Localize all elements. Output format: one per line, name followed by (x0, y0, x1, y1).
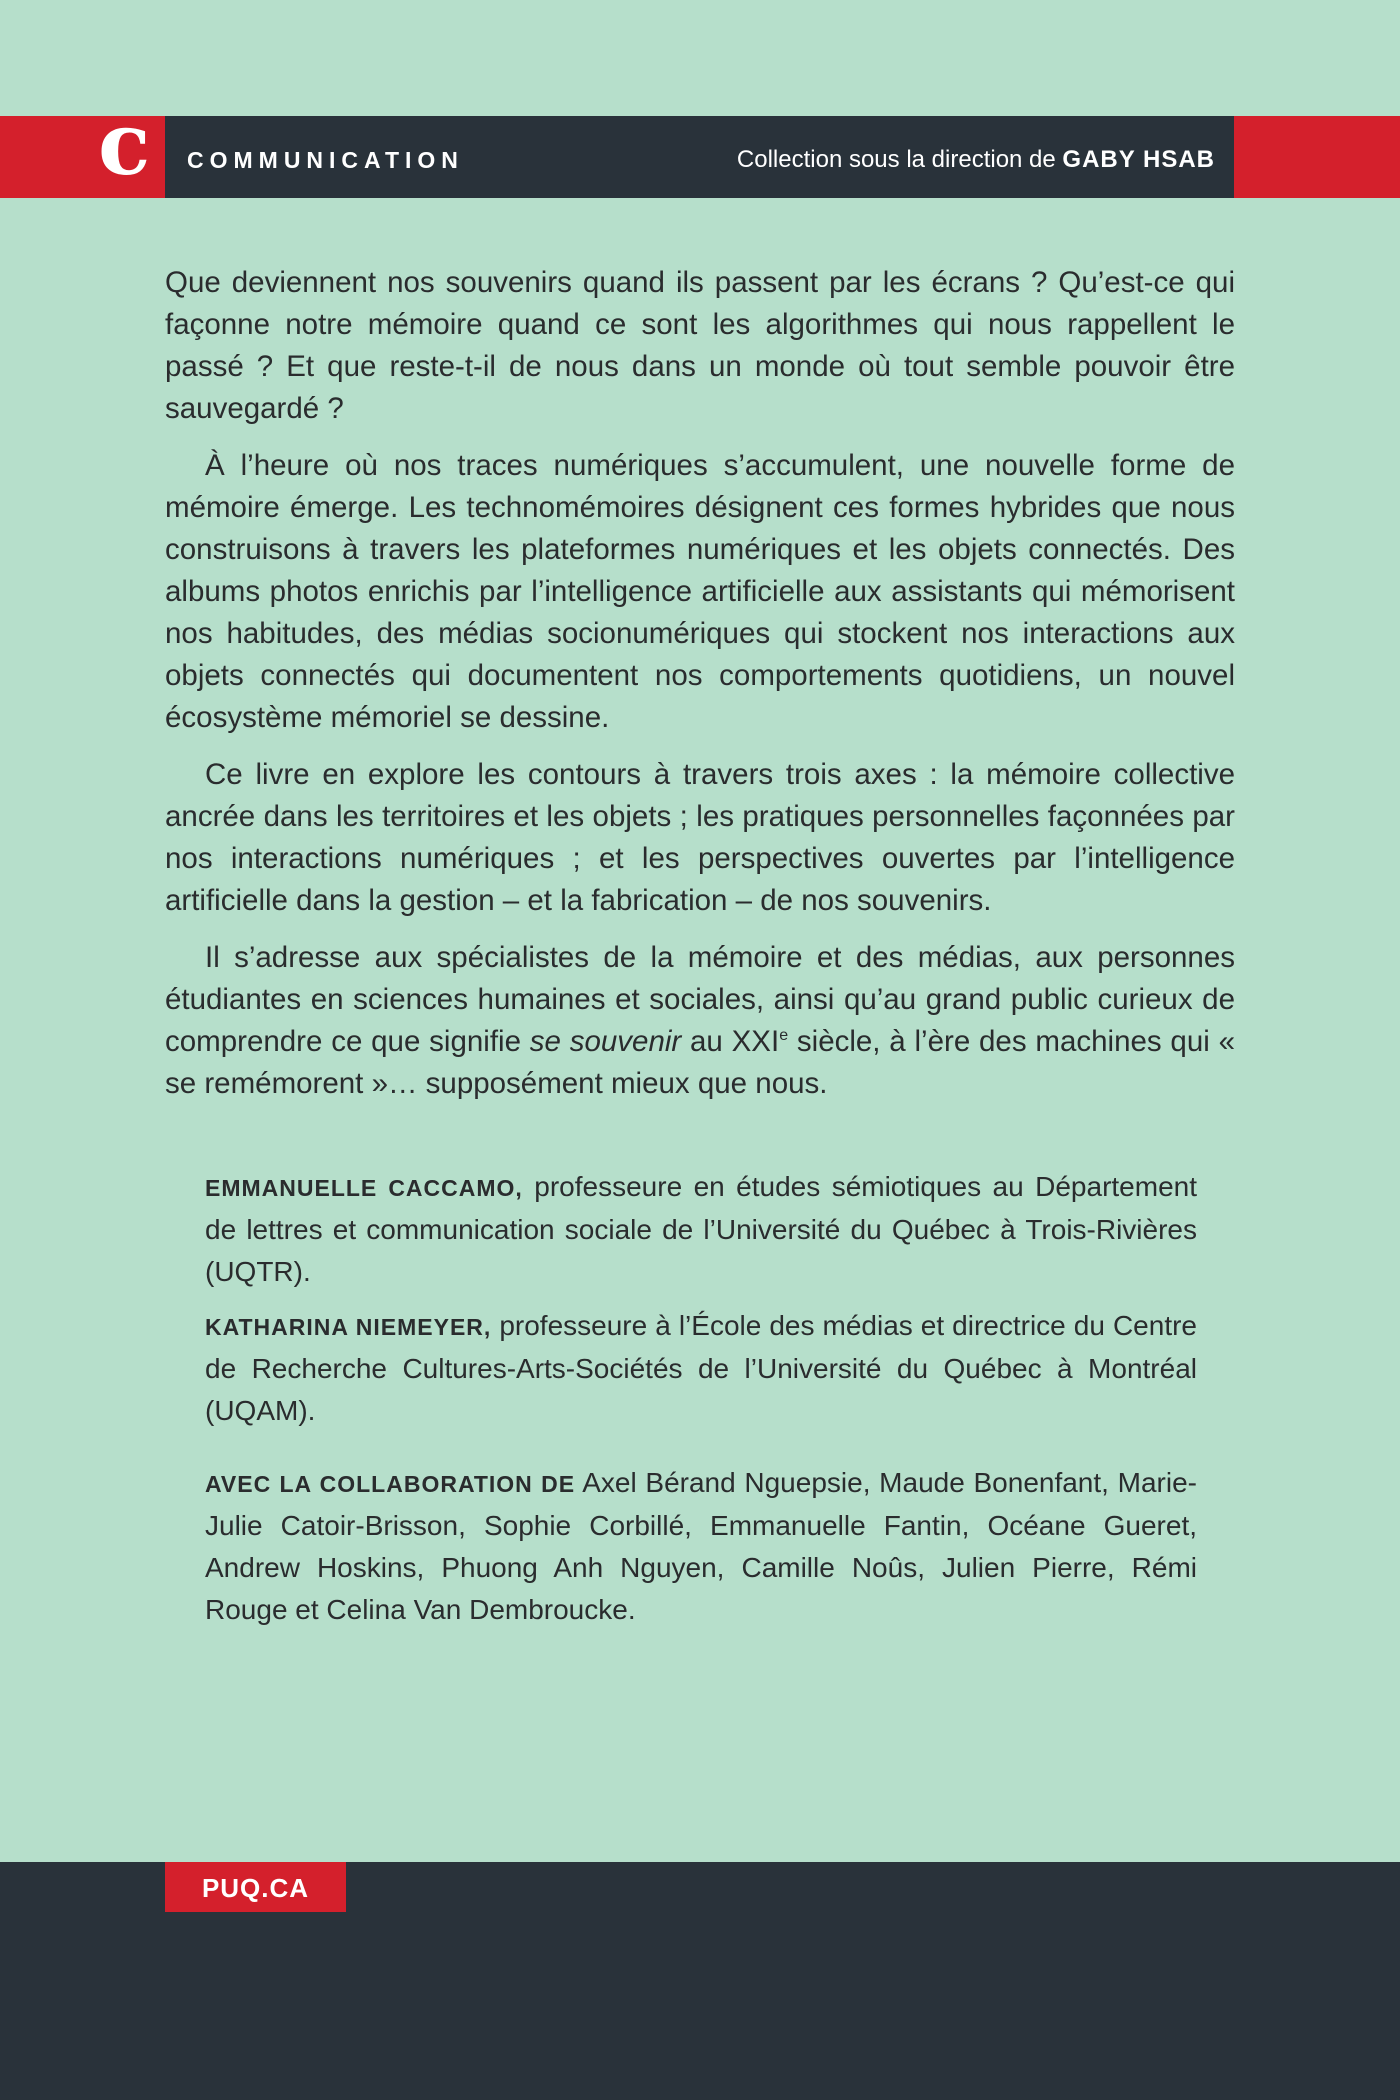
summary-paragraph: Ce livre en explore les contours à travers trois axes : la mémoire collective ancrée dans les territoires et les objets ; les pratiques personnelles façonnées par nos interactions numériques ; et les perspectives ouvertes par l’intelligence artificielle dans la gestion – et la fabrication – de nos souvenirs. (165, 758, 1235, 917)
author-name: EMMANUELLE CACCAMO, (205, 1175, 523, 1201)
collection-name: COMMUNICATION (187, 147, 464, 173)
century-superscript: e (779, 1027, 789, 1045)
collaborators (205, 1462, 1197, 1631)
director-name: GABY HSAB (1062, 146, 1215, 173)
footer-band (0, 1862, 1400, 2100)
summary-paragraph: Que deviennent nos souvenirs quand ils passent par les écrans ? Qu’est-ce qui façonne notre mémoire quand ce sont les algorithmes qui nous rappellent le passé ? Et que reste-t-il de nous dans un monde où tout semble pouvoir être sauvegardé ? (165, 266, 1235, 425)
author-description: professeure à l’École des médias et directrice du Centre de Recherche Cultures-Arts-Sociétés de l’Université du Québec à Montréal (UQAM). (205, 1310, 1197, 1426)
author-name: KATHARINA NIEMEYER, (205, 1314, 492, 1340)
summary-paragraph: À l’heure où nos traces numériques s’accumulent, une nouvelle forme de mémoire émerge. Les technomémoires désignent ces formes hybrides que nous construisons à travers les plateformes numériques et les objets connectés. Des albums photos enrichis par l’intelligence artificielle aux assistants qui mémorisent nos habitudes, des médias socionumériques qui stockent nos interactions aux objets connectés qui documentent nos comportements quotidiens, un nouvel écosystème mémoriel se dessine. (165, 449, 1235, 734)
author-description: professeure en études sémiotiques au Département de lettres et communication sociale de l’Université du Québec à Trois-Rivières (UQTR). (205, 1171, 1197, 1287)
collection-logo: c (98, 94, 151, 195)
header-accent-block (1234, 116, 1400, 198)
collection-direction (737, 116, 1215, 198)
summary-text: siècle, à l’ère des machines qui « se remémorent »… supposément mieux que nous. (165, 1025, 1235, 1100)
collaborator-names: Axel Bérand Nguepsie, Maude Bonenfant, Marie-Julie Catoir-Brisson, Sophie Corbillé, Emmanuelle Fantin, Océane Gueret, Andrew Hoskins, Phuong Anh Nguyen, Camille Noûs, Julien Pierre, Rémi Rouge et Celina Van Dembroucke. (205, 1467, 1197, 1625)
author-bios (205, 1166, 1197, 1643)
summary-italic: se souvenir (529, 1025, 682, 1058)
logo-block (0, 94, 165, 198)
author-bio (205, 1305, 1197, 1432)
direction-prefix: Collection sous la direction de (736, 146, 1063, 173)
summary-text: au XXI (681, 1025, 780, 1058)
header-band (0, 94, 1400, 198)
author-bio (205, 1166, 1197, 1293)
book-summary (165, 262, 1235, 1120)
collaboration-label: AVEC LA COLLABORATION DE (205, 1471, 576, 1497)
summary-paragraph (165, 937, 1235, 1105)
summary-text: Il s’adresse aux spécialistes de la mémoire et des médias, aux personnes étudiantes en sciences humaines et sociales, ainsi qu’au grand public curieux de comprendre ce que signifie (165, 941, 1235, 1058)
publisher-site-link[interactable]: PUQ.CA (165, 1862, 346, 1912)
